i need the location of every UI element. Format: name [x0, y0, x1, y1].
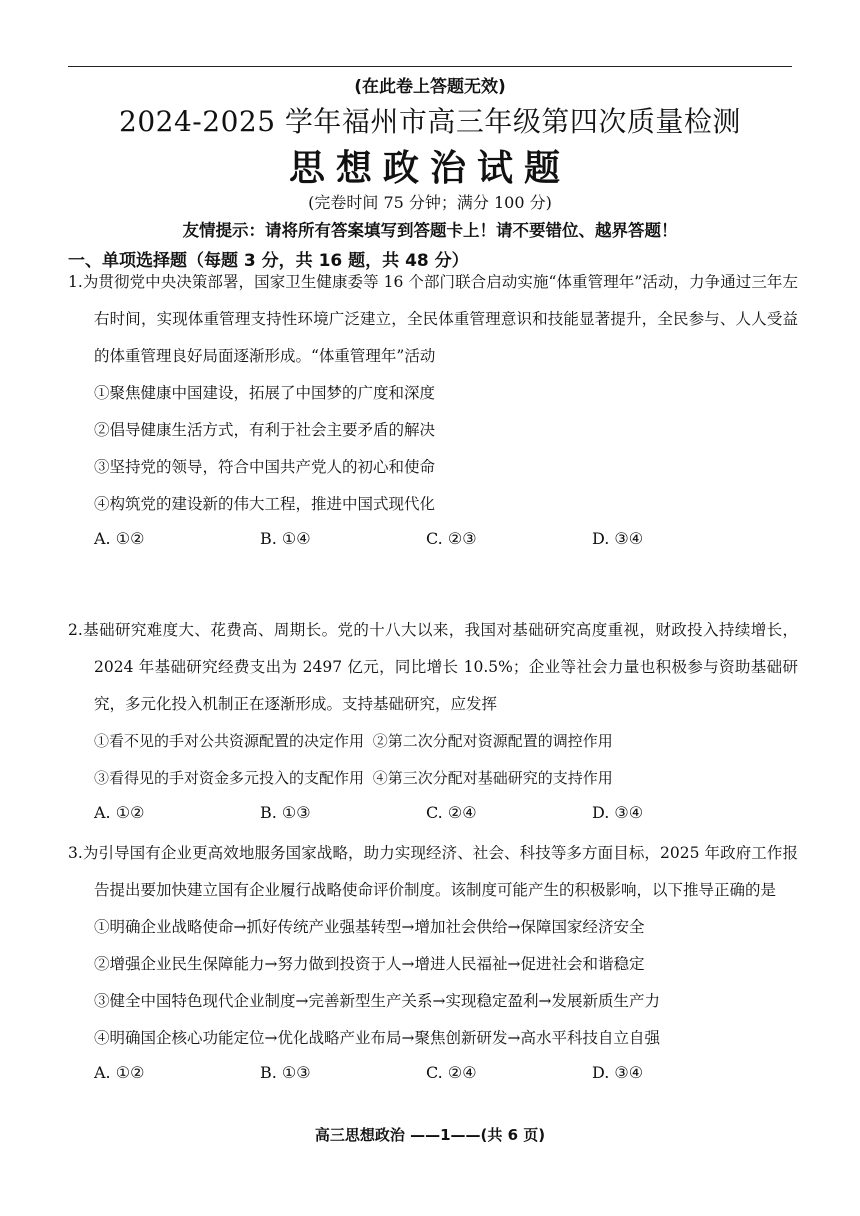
choice-a: A. ①②	[94, 1063, 145, 1082]
subject-title: 思想政治试题	[288, 148, 571, 189]
statement-option: ④第三次分配对基础研究的支持作用	[372, 769, 613, 787]
choice-a: A. ①②	[94, 529, 145, 548]
choice-d: D. ③④	[592, 803, 644, 822]
reminder: 友情提示：请将所有答案填写到答题卡上！请不要错位、越界答题！	[182, 221, 678, 240]
question-1	[68, 264, 798, 555]
statement-option: ②倡导健康生活方式，有利于社会主要矛盾的解决	[94, 421, 436, 439]
question-stem: 3.为引导国有企业更高效地服务国家战略，助力实现经济、社会、科技等多方面目标，2025 年政府工作报告提出要加快建立国有企业履行战略使命评价制度。该制度可能产生的积极影响，以下推导正确的是	[68, 844, 798, 899]
statement-option: ①明确企业战略使命→抓好传统产业强基转型→增加社会供给→保障国家经济安全	[94, 918, 645, 936]
statement-option: ①聚焦健康中国建设，拓展了中国梦的广度和深度	[94, 384, 436, 402]
answer-choices	[68, 797, 798, 829]
statement-option: ③坚持党的领导，符合中国共产党人的初心和使命	[94, 458, 436, 476]
section-title: 一、单项选择题（每题 3 分，共 16 题，共 48 分）	[68, 251, 469, 271]
choice-d: D. ③④	[592, 529, 644, 548]
choice-c: C. ②④	[426, 803, 477, 822]
choice-c: C. ②③	[426, 529, 477, 548]
choice-b: B. ①③	[260, 803, 311, 822]
statement-option-row	[68, 760, 798, 797]
choice-b: B. ①④	[260, 529, 311, 548]
question-stem: 1.为贯彻党中央决策部署，国家卫生健康委等 16 个部门联合启动实施“体重管理年”活动，力争通过三年左右时间，实现体重管理支持性环境广泛建立，全民体重管理意识和技能显著提升，全民参与、人人受益的体重管理良好局面逐渐形成。“体重管理年”活动	[68, 273, 798, 365]
statement-option: ③健全中国特色现代企业制度→完善新型生产关系→实现稳定盈利→发展新质生产力	[94, 992, 660, 1010]
statement-option: ③看得见的手对资金多元投入的支配作用	[94, 769, 365, 787]
top-rule	[68, 66, 792, 67]
page-footer: 高三思想政治 ——1——(共 6 页)	[314, 1126, 546, 1144]
statement-option: ④构筑党的建设新的伟大工程，推进中国式现代化	[94, 495, 436, 513]
choice-b: B. ①③	[260, 1063, 311, 1082]
exam-title: 2024-2025 学年福州市高三年级第四次质量检测	[119, 105, 741, 138]
statement-option: ④明确国企核心功能定位→优化战略产业布局→聚焦创新研发→高水平科技自立自强	[94, 1029, 660, 1047]
question-stem: 2.基础研究难度大、花费高、周期长。党的十八大以来，我国对基础研究高度重视，财政投入持续增长，2024 年基础研究经费支出为 2497 亿元，同比增长 10.5%；企业等社会力量也积极参与资助基础研究，多元化投入机制正在逐渐形成。支持基础研究，应发挥	[68, 621, 798, 713]
statement-option: ①看不见的手对公共资源配置的决定作用	[94, 732, 365, 750]
choice-d: D. ③④	[592, 1063, 644, 1082]
answer-choices	[68, 1057, 798, 1089]
choice-a: A. ①②	[94, 803, 145, 822]
answer-choices	[68, 523, 798, 555]
statement-option: ②增强企业民生保障能力→努力做到投资于人→增进人民福祉→促进社会和谐稳定	[94, 955, 645, 973]
question-2	[68, 612, 798, 829]
time-info: (完卷时间 75 分钟；满分 100 分)	[308, 193, 552, 212]
question-3	[68, 835, 798, 1089]
invalid-note: (在此卷上答题无效)	[354, 77, 506, 97]
choice-c: C. ②④	[426, 1063, 477, 1082]
statement-option-row	[68, 723, 798, 760]
statement-option: ②第二次分配对资源配置的调控作用	[372, 732, 613, 750]
